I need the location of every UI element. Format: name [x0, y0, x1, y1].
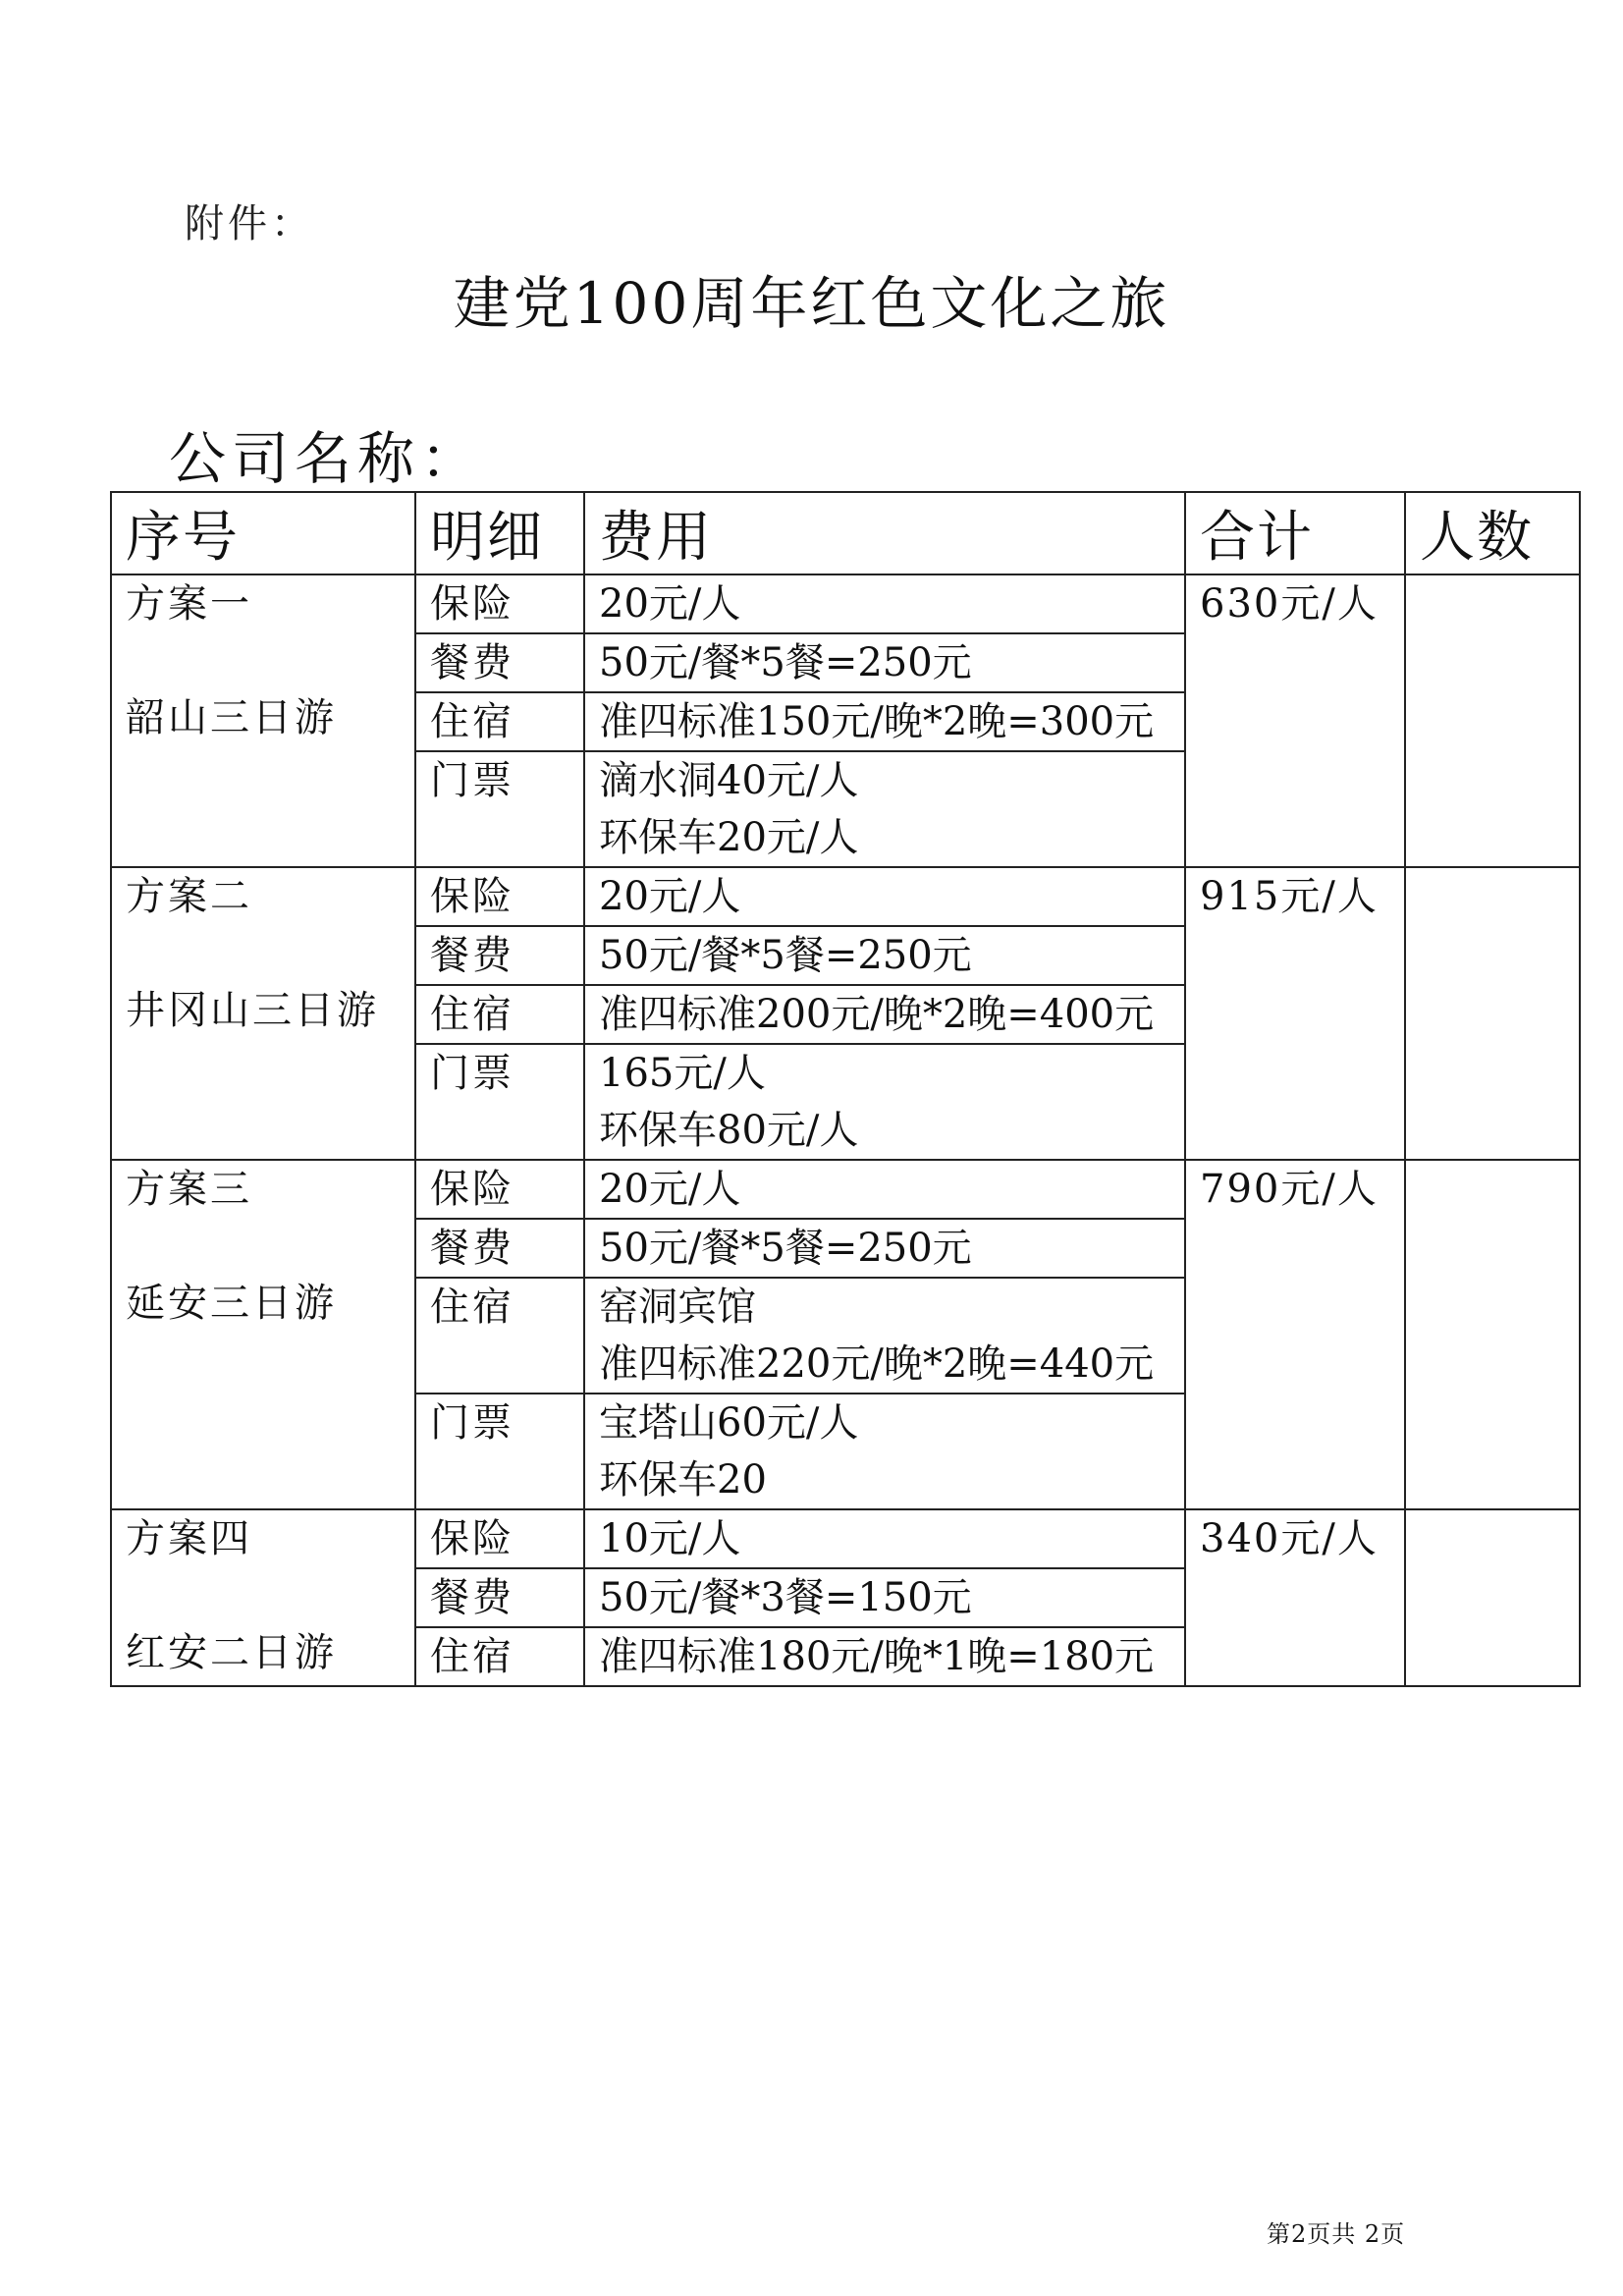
plan-name: 红安二日游 — [126, 1630, 337, 1675]
fee-line: 50元/餐*3餐=150元 — [599, 1575, 972, 1620]
detail-label: 住宿 — [415, 1278, 584, 1394]
plan-name: 延安三日游 — [126, 1281, 337, 1326]
fee-line: 准四标准150元/晚*2晚=300元 — [599, 699, 1155, 744]
attachment-label: 附件： — [185, 201, 314, 246]
column-header-people: 人数 — [1405, 492, 1580, 574]
fee-cell — [584, 1509, 1185, 1568]
fee-line: 准四标准220元/晚*2晚=440元 — [599, 1341, 1155, 1387]
people-count-cell[interactable] — [1405, 867, 1580, 1160]
fee-cell — [584, 1278, 1185, 1394]
plan-table — [110, 491, 1581, 1687]
fee-cell — [584, 633, 1185, 692]
plan-id: 方案一 — [126, 581, 252, 627]
fee-line: 环保车80元/人 — [599, 1108, 859, 1153]
company-name-label: 公司名称： — [169, 425, 484, 492]
table-row — [111, 1160, 1580, 1219]
fee-cell — [584, 867, 1185, 926]
plan-cell — [111, 1160, 415, 1509]
fee-line: 环保车20 — [599, 1457, 767, 1503]
fee-cell — [584, 1568, 1185, 1627]
fee-line: 20元/人 — [599, 581, 741, 627]
people-count-cell[interactable] — [1405, 1160, 1580, 1509]
plan-cell — [111, 1509, 415, 1686]
detail-label: 门票 — [415, 1394, 584, 1509]
fee-line: 165元/人 — [599, 1051, 766, 1096]
fee-cell — [584, 985, 1185, 1044]
fee-line: 50元/餐*5餐=250元 — [599, 640, 972, 685]
fee-line: 50元/餐*5餐=250元 — [599, 933, 972, 978]
fee-line: 20元/人 — [599, 874, 741, 919]
plan-id: 方案三 — [126, 1167, 252, 1212]
fee-cell — [584, 926, 1185, 985]
detail-label: 住宿 — [415, 692, 584, 751]
table-row — [111, 574, 1580, 633]
total-cell: 340元/人 — [1185, 1509, 1405, 1686]
column-header-detail: 明细 — [415, 492, 584, 574]
plan-name: 韶山三日游 — [126, 695, 337, 740]
detail-label: 保险 — [415, 1160, 584, 1219]
fee-line: 环保车20元/人 — [599, 815, 859, 860]
fee-line: 窑洞宾馆 — [599, 1285, 756, 1330]
detail-label: 保险 — [415, 1509, 584, 1568]
fee-cell — [584, 1394, 1185, 1509]
fee-line: 50元/餐*5餐=250元 — [599, 1226, 972, 1271]
detail-label: 住宿 — [415, 985, 584, 1044]
detail-label: 餐费 — [415, 633, 584, 692]
fee-cell — [584, 692, 1185, 751]
fee-line: 10元/人 — [599, 1516, 741, 1561]
fee-line: 准四标准180元/晚*1晚=180元 — [599, 1634, 1155, 1679]
fee-line: 滴水洞40元/人 — [599, 758, 859, 803]
plan-id: 方案二 — [126, 874, 252, 919]
fee-cell — [584, 751, 1185, 867]
plan-id: 方案四 — [126, 1516, 252, 1561]
table-header-row — [111, 492, 1580, 574]
detail-label: 餐费 — [415, 1568, 584, 1627]
document-title: 建党100周年红色文化之旅 — [453, 270, 1170, 337]
column-header-fee: 费用 — [584, 492, 1185, 574]
plan-table-body — [111, 574, 1580, 1686]
people-count-cell[interactable] — [1405, 574, 1580, 867]
detail-label: 门票 — [415, 751, 584, 867]
detail-label: 保险 — [415, 867, 584, 926]
fee-cell — [584, 1160, 1185, 1219]
fee-line: 20元/人 — [599, 1167, 741, 1212]
fee-line: 准四标准200元/晚*2晚=400元 — [599, 992, 1155, 1037]
total-cell: 630元/人 — [1185, 574, 1405, 867]
detail-label: 住宿 — [415, 1627, 584, 1686]
people-count-cell[interactable] — [1405, 1509, 1580, 1686]
fee-cell — [584, 1627, 1185, 1686]
fee-cell — [584, 1044, 1185, 1160]
fee-cell — [584, 1219, 1185, 1278]
detail-label: 门票 — [415, 1044, 584, 1160]
plan-cell — [111, 574, 415, 867]
plan-name: 井冈山三日游 — [126, 988, 379, 1033]
table-row — [111, 867, 1580, 926]
detail-label: 餐费 — [415, 926, 584, 985]
column-header-total: 合计 — [1185, 492, 1405, 574]
fee-cell — [584, 574, 1185, 633]
detail-label: 餐费 — [415, 1219, 584, 1278]
total-cell: 790元/人 — [1185, 1160, 1405, 1509]
detail-label: 保险 — [415, 574, 584, 633]
plan-cell — [111, 867, 415, 1160]
page-number: 第2页共 2页 — [1267, 2220, 1406, 2248]
column-header-index: 序号 — [111, 492, 415, 574]
table-row — [111, 1509, 1580, 1568]
total-cell: 915元/人 — [1185, 867, 1405, 1160]
fee-line: 宝塔山60元/人 — [599, 1400, 859, 1446]
